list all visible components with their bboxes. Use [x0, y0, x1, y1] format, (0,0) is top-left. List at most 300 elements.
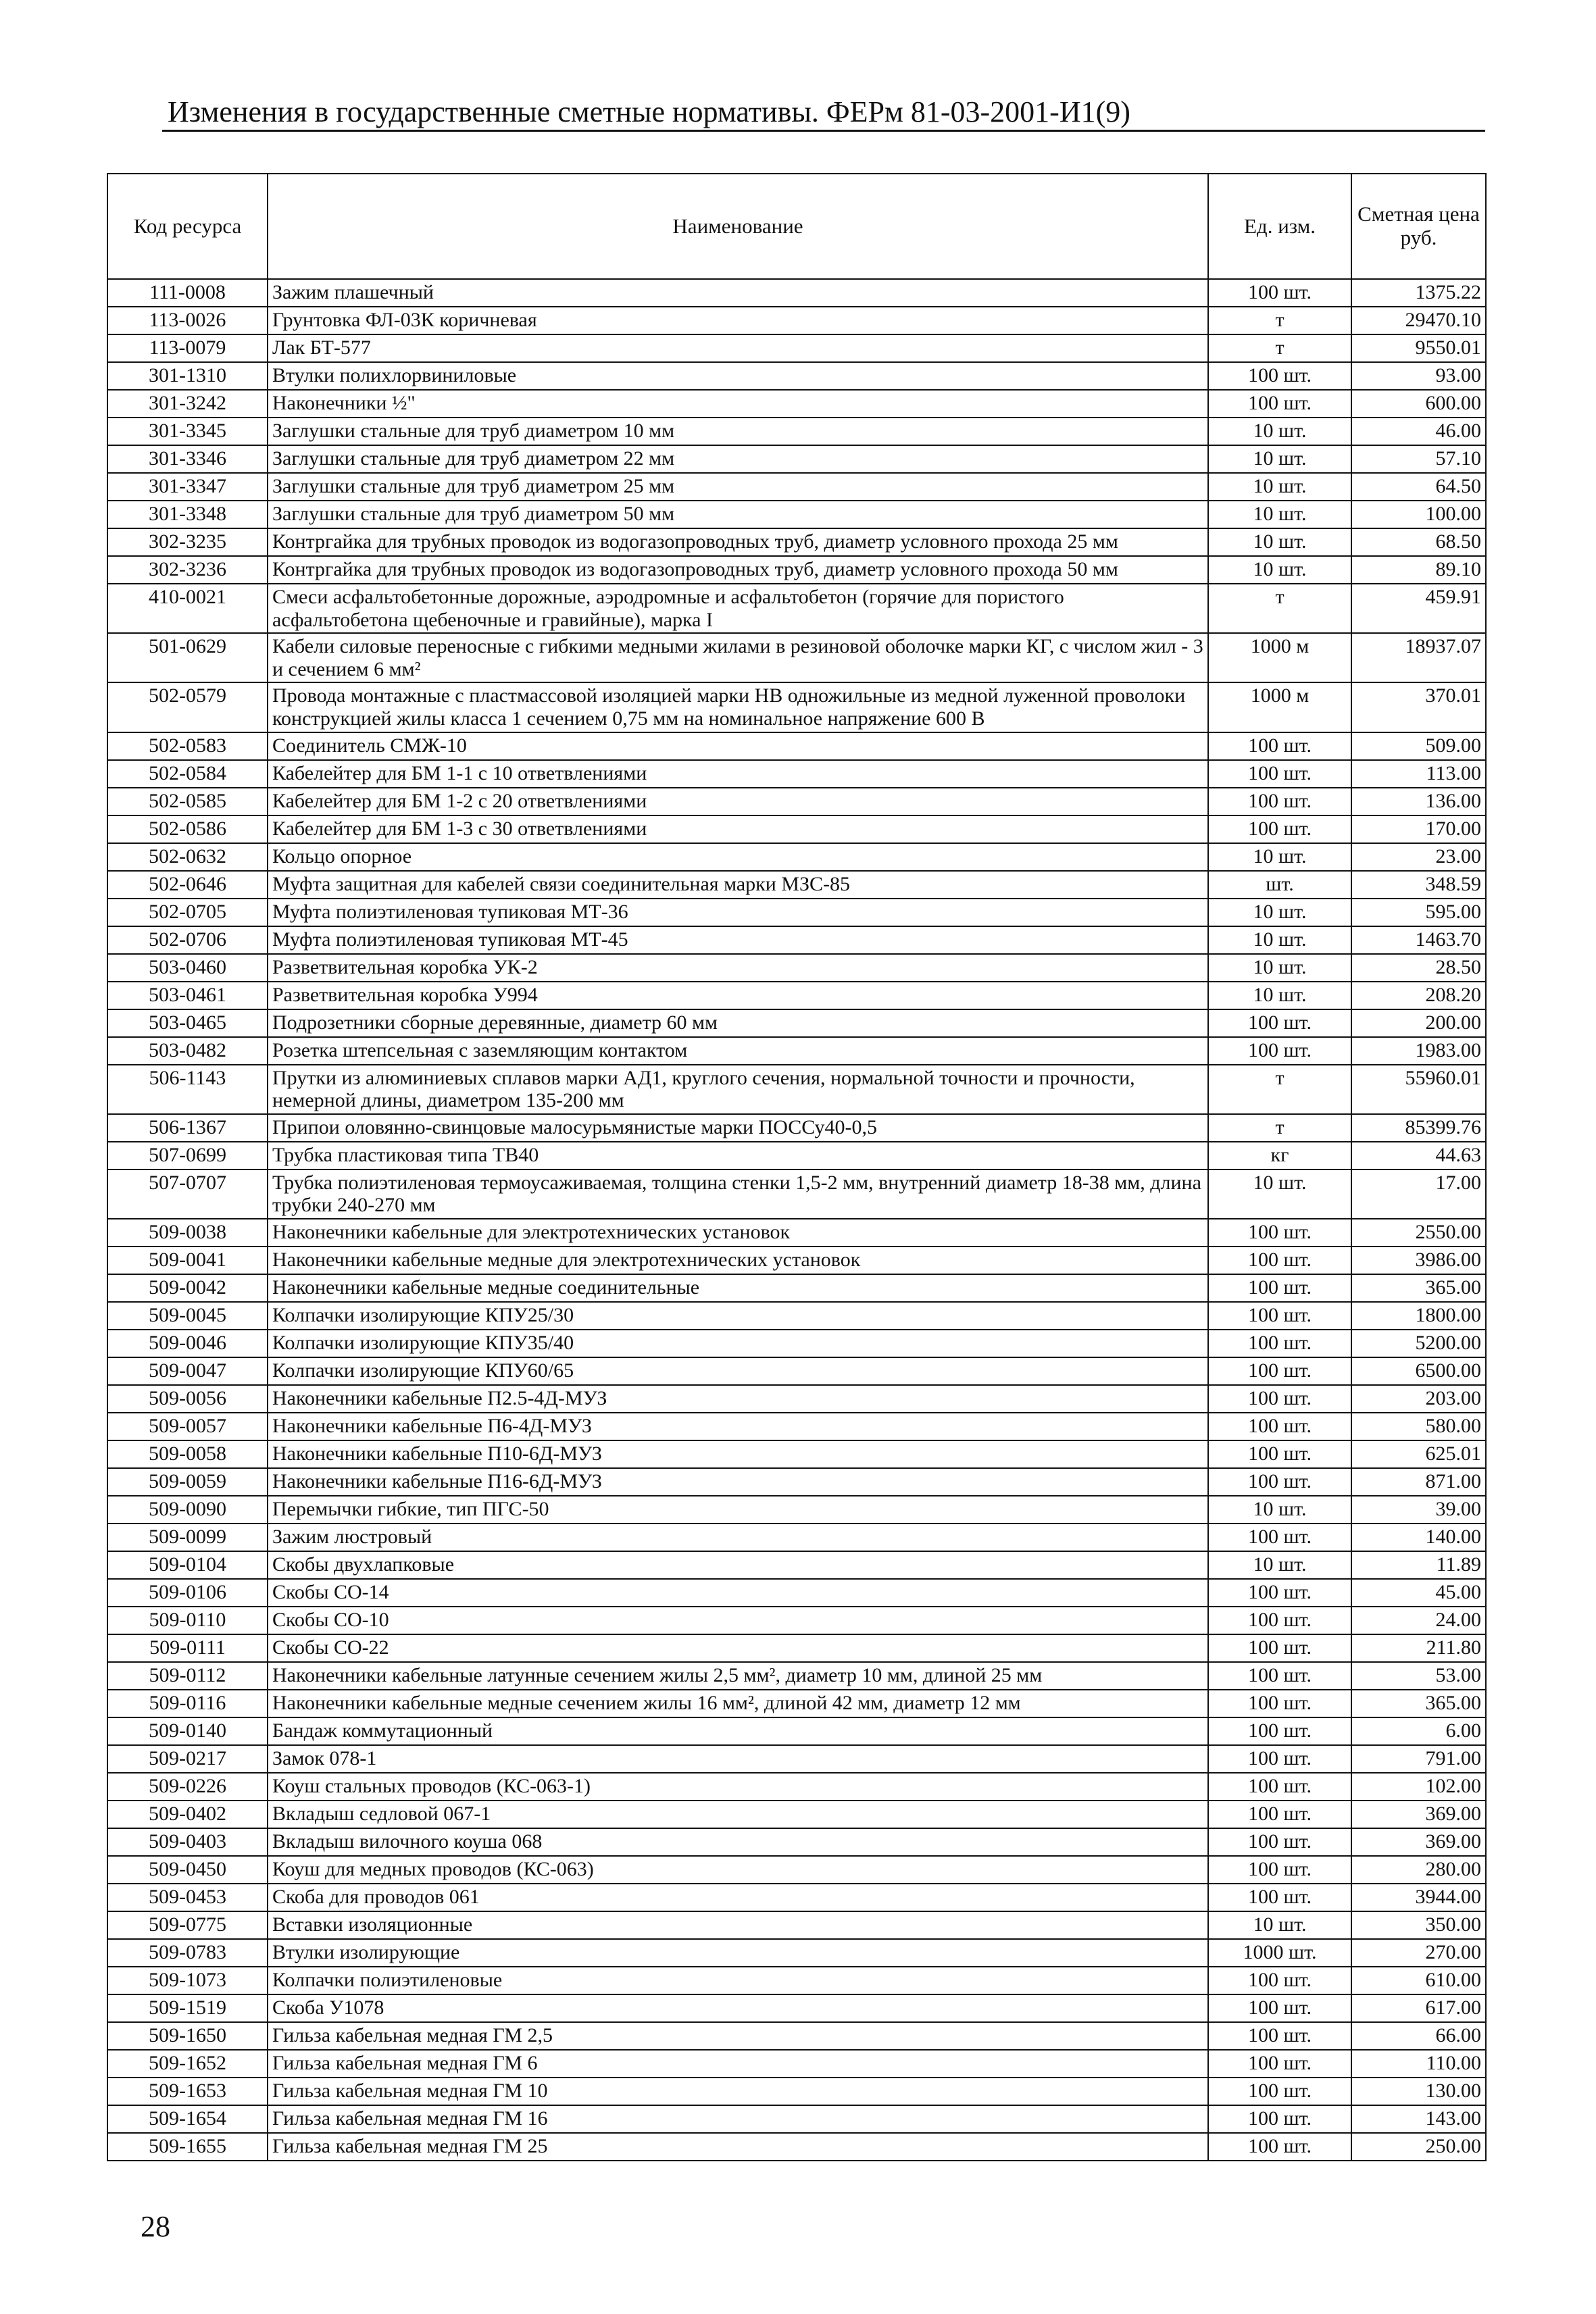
price-cell: 9550.01	[1351, 334, 1486, 362]
resource-code-cell: 509-0140	[107, 1717, 268, 1745]
resource-code-cell: 509-1519	[107, 1994, 268, 2022]
unit-cell: 10 шт.	[1208, 899, 1351, 926]
price-cell: 365.00	[1351, 1274, 1486, 1302]
resource-code-cell: 301-1310	[107, 362, 268, 390]
table-row	[107, 390, 1486, 418]
unit-cell: 10 шт.	[1208, 473, 1351, 501]
table-row	[107, 788, 1486, 815]
resource-name-cell: Разветвительная коробка УК-2	[268, 954, 1208, 982]
resource-name-cell: Зажим люстровый	[268, 1524, 1208, 1551]
resource-code-cell: 502-0583	[107, 732, 268, 760]
resource-name-cell: Наконечники кабельные медные сечением жилы 16 мм², длиной 42 мм, диаметр 12 мм	[268, 1690, 1208, 1717]
table-row	[107, 279, 1486, 307]
unit-cell: 10 шт.	[1208, 1551, 1351, 1579]
resource-name-cell: Наконечники кабельные П10-6Д-МУЗ	[268, 1440, 1208, 1468]
unit-cell: 100 шт.	[1208, 2105, 1351, 2133]
table-row	[107, 1551, 1486, 1579]
unit-cell: 100 шт.	[1208, 1219, 1351, 1247]
resource-code-cell: 113-0026	[107, 307, 268, 334]
resource-code-cell: 503-0465	[107, 1009, 268, 1037]
table-row	[107, 1114, 1486, 1142]
resource-code-cell: 502-0579	[107, 682, 268, 732]
table-row	[107, 899, 1486, 926]
column-header-name: Наименование	[268, 174, 1208, 279]
table-row	[107, 1607, 1486, 1634]
table-row	[107, 871, 1486, 899]
unit-cell: 10 шт.	[1208, 954, 1351, 982]
unit-cell: 100 шт.	[1208, 1662, 1351, 1690]
resource-code-cell: 509-0045	[107, 1302, 268, 1330]
table-row	[107, 445, 1486, 473]
price-cell: 509.00	[1351, 732, 1486, 760]
resource-name-cell: Вкладыш вилочного коуша 068	[268, 1828, 1208, 1856]
resource-name-cell: Трубка полиэтиленовая термоусаживаемая, толщина стенки 1,5-2 мм, внутренний диаметр 18-38 мм, длина трубки 240-270 мм	[268, 1169, 1208, 1219]
unit-cell: 100 шт.	[1208, 1801, 1351, 1828]
price-cell: 370.01	[1351, 682, 1486, 732]
unit-cell: 100 шт.	[1208, 1440, 1351, 1468]
unit-cell: 100 шт.	[1208, 1413, 1351, 1440]
resource-code-cell: 502-0586	[107, 815, 268, 843]
resource-code-cell: 509-0104	[107, 1551, 268, 1579]
price-cell: 66.00	[1351, 2022, 1486, 2050]
table-row	[107, 1037, 1486, 1065]
resource-name-cell: Припои оловянно-свинцовые малосурьмянистые марки ПОССу40-0,5	[268, 1114, 1208, 1142]
resource-code-cell: 509-0038	[107, 1219, 268, 1247]
resource-code-cell: 509-0057	[107, 1413, 268, 1440]
unit-cell: 100 шт.	[1208, 1009, 1351, 1037]
resource-code-cell: 509-1073	[107, 1967, 268, 1994]
price-cell: 2550.00	[1351, 1219, 1486, 1247]
unit-cell: 100 шт.	[1208, 1357, 1351, 1385]
unit-cell: 100 шт.	[1208, 1607, 1351, 1634]
column-header-price: Сметная цена руб.	[1351, 174, 1486, 279]
page-number: 28	[141, 2210, 170, 2243]
price-cell: 365.00	[1351, 1690, 1486, 1717]
price-cell: 791.00	[1351, 1745, 1486, 1773]
price-cell: 3944.00	[1351, 1884, 1486, 1911]
resource-name-cell: Провода монтажные с пластмассовой изоляцией марки НВ одножильные из медной луженной проволоки конструкцией жилы класса 1 сечением 0,75 мм на номинальное напряжение 600 В	[268, 682, 1208, 732]
unit-cell: 100 шт.	[1208, 2078, 1351, 2105]
resource-code-cell: 509-1654	[107, 2105, 268, 2133]
resource-code-cell: 509-0217	[107, 1745, 268, 1773]
resource-name-cell: Муфта полиэтиленовая тупиковая МТ-36	[268, 899, 1208, 926]
resource-code-cell: 509-0059	[107, 1468, 268, 1496]
unit-cell: 100 шт.	[1208, 1524, 1351, 1551]
price-cell: 203.00	[1351, 1385, 1486, 1413]
table-row	[107, 815, 1486, 843]
resource-name-cell: Зажим плашечный	[268, 279, 1208, 307]
price-cell: 1463.70	[1351, 926, 1486, 954]
table-row	[107, 1330, 1486, 1357]
column-header-code: Код ресурса	[107, 174, 268, 279]
resource-code-cell: 301-3242	[107, 390, 268, 418]
resource-name-cell: Перемычки гибкие, тип ПГС-50	[268, 1496, 1208, 1524]
price-cell: 102.00	[1351, 1773, 1486, 1801]
table-row	[107, 1690, 1486, 1717]
price-cell: 600.00	[1351, 390, 1486, 418]
price-cell: 29470.10	[1351, 307, 1486, 334]
table-row	[107, 501, 1486, 528]
table-row	[107, 732, 1486, 760]
unit-cell: 100 шт.	[1208, 1994, 1351, 2022]
price-cell: 57.10	[1351, 445, 1486, 473]
resource-code-cell: 410-0021	[107, 584, 268, 633]
unit-cell: 100 шт.	[1208, 1302, 1351, 1330]
resource-code-cell: 301-3348	[107, 501, 268, 528]
resource-name-cell: Лак БТ-577	[268, 334, 1208, 362]
resource-code-cell: 509-0046	[107, 1330, 268, 1357]
price-cell: 113.00	[1351, 760, 1486, 788]
price-cell: 143.00	[1351, 2105, 1486, 2133]
resource-name-cell: Розетка штепсельная с заземляющим контактом	[268, 1037, 1208, 1065]
table-row	[107, 1801, 1486, 1828]
header-rule	[162, 130, 1485, 132]
table-row	[107, 528, 1486, 556]
resource-code-cell: 502-0646	[107, 871, 268, 899]
resource-name-cell: Колпачки изолирующие КПУ60/65	[268, 1357, 1208, 1385]
resource-code-cell: 507-0699	[107, 1142, 268, 1169]
unit-cell: т	[1208, 584, 1351, 633]
table-row	[107, 1884, 1486, 1911]
page-header-title: Изменения в государственные сметные нормативы. ФЕРм 81-03-2001-И1(9)	[168, 95, 1130, 128]
resource-code-cell: 509-0112	[107, 1662, 268, 1690]
resource-name-cell: Замок 078-1	[268, 1745, 1208, 1773]
resource-code-cell: 509-0116	[107, 1690, 268, 1717]
resource-code-cell: 509-0775	[107, 1911, 268, 1939]
table-row	[107, 1634, 1486, 1662]
price-cell: 617.00	[1351, 1994, 1486, 2022]
table-row	[107, 1302, 1486, 1330]
resource-name-cell: Кабелейтер для БМ 1-1 с 10 ответвлениями	[268, 760, 1208, 788]
unit-cell: 100 шт.	[1208, 362, 1351, 390]
resource-name-cell: Втулки изолирующие	[268, 1939, 1208, 1967]
resource-name-cell: Гильза кабельная медная ГМ 25	[268, 2133, 1208, 2161]
resource-name-cell: Соединитель СМЖ-10	[268, 732, 1208, 760]
resource-code-cell: 502-0705	[107, 899, 268, 926]
price-cell: 68.50	[1351, 528, 1486, 556]
table-row	[107, 1413, 1486, 1440]
unit-cell: 10 шт.	[1208, 528, 1351, 556]
table-row	[107, 1911, 1486, 1939]
resource-code-cell: 301-3347	[107, 473, 268, 501]
price-cell: 250.00	[1351, 2133, 1486, 2161]
resource-code-cell: 509-0453	[107, 1884, 268, 1911]
price-cell: 28.50	[1351, 954, 1486, 982]
price-cell: 3986.00	[1351, 1247, 1486, 1274]
resource-code-cell: 301-3345	[107, 418, 268, 445]
price-cell: 110.00	[1351, 2050, 1486, 2078]
table-row	[107, 2105, 1486, 2133]
resource-code-cell: 301-3346	[107, 445, 268, 473]
resource-name-cell: Кольцо опорное	[268, 843, 1208, 871]
table-row	[107, 1662, 1486, 1690]
price-cell: 53.00	[1351, 1662, 1486, 1690]
unit-cell: 10 шт.	[1208, 843, 1351, 871]
table-row	[107, 1717, 1486, 1745]
unit-cell: 100 шт.	[1208, 1247, 1351, 1274]
unit-cell: 1000 м	[1208, 682, 1351, 732]
resource-name-cell: Скоба У1078	[268, 1994, 1208, 2022]
table-row	[107, 1967, 1486, 1994]
resource-name-cell: Скобы двухлапковые	[268, 1551, 1208, 1579]
table-row	[107, 1468, 1486, 1496]
resource-name-cell: Наконечники кабельные для электротехнических установок	[268, 1219, 1208, 1247]
unit-cell: 100 шт.	[1208, 1385, 1351, 1413]
resource-name-cell: Прутки из алюминиевых сплавов марки АД1, круглого сечения, нормальной точности и прочности, немерной длины, диаметром 135-200 мм	[268, 1065, 1208, 1114]
resource-name-cell: Наконечники кабельные П16-6Д-МУЗ	[268, 1468, 1208, 1496]
table-row	[107, 473, 1486, 501]
unit-cell: 100 шт.	[1208, 1330, 1351, 1357]
resource-name-cell: Кабелейтер для БМ 1-3 с 30 ответвлениями	[268, 815, 1208, 843]
unit-cell: 100 шт.	[1208, 1037, 1351, 1065]
table-row	[107, 1773, 1486, 1801]
resource-name-cell: Бандаж коммутационный	[268, 1717, 1208, 1745]
resource-code-cell: 509-1653	[107, 2078, 268, 2105]
price-cell: 55960.01	[1351, 1065, 1486, 1114]
resource-name-cell: Грунтовка ФЛ-03К коричневая	[268, 307, 1208, 334]
resource-name-cell: Наконечники кабельные П6-4Д-МУЗ	[268, 1413, 1208, 1440]
resource-name-cell: Гильза кабельная медная ГМ 16	[268, 2105, 1208, 2133]
resource-name-cell: Заглушки стальные для труб диаметром 10 мм	[268, 418, 1208, 445]
table-row	[107, 1496, 1486, 1524]
resource-code-cell: 509-0450	[107, 1856, 268, 1884]
resource-name-cell: Колпачки изолирующие КПУ35/40	[268, 1330, 1208, 1357]
unit-cell: 100 шт.	[1208, 1717, 1351, 1745]
resource-name-cell: Коуш для медных проводов (КС-063)	[268, 1856, 1208, 1884]
table-row	[107, 1357, 1486, 1385]
unit-cell: шт.	[1208, 871, 1351, 899]
price-cell: 64.50	[1351, 473, 1486, 501]
price-cell: 459.91	[1351, 584, 1486, 633]
table-row	[107, 1745, 1486, 1773]
resource-code-cell: 509-0226	[107, 1773, 268, 1801]
resource-name-cell: Заглушки стальные для труб диаметром 25 мм	[268, 473, 1208, 501]
resource-code-cell: 509-1650	[107, 2022, 268, 2050]
resource-name-cell: Наконечники кабельные П2.5-4Д-МУЗ	[268, 1385, 1208, 1413]
resource-name-cell: Разветвительная коробка У994	[268, 982, 1208, 1009]
table-row	[107, 633, 1486, 682]
resource-code-cell: 507-0707	[107, 1169, 268, 1219]
resource-code-cell: 509-0783	[107, 1939, 268, 1967]
price-cell: 369.00	[1351, 1801, 1486, 1828]
price-cell: 18937.07	[1351, 633, 1486, 682]
resource-code-cell: 503-0482	[107, 1037, 268, 1065]
table-row	[107, 1009, 1486, 1037]
unit-cell: кг	[1208, 1142, 1351, 1169]
resource-name-cell: Наконечники кабельные медные для электротехнических установок	[268, 1247, 1208, 1274]
unit-cell: 100 шт.	[1208, 279, 1351, 307]
table-row	[107, 1169, 1486, 1219]
resource-name-cell: Контргайка для трубных проводок из водогазопроводных труб, диаметр условного прохода 50 мм	[268, 556, 1208, 584]
price-cell: 46.00	[1351, 418, 1486, 445]
unit-cell: 100 шт.	[1208, 1884, 1351, 1911]
resource-code-cell: 509-0042	[107, 1274, 268, 1302]
resource-name-cell: Вкладыш седловой 067-1	[268, 1801, 1208, 1828]
unit-cell: 100 шт.	[1208, 2050, 1351, 2078]
price-cell: 270.00	[1351, 1939, 1486, 1967]
resource-name-cell: Гильза кабельная медная ГМ 2,5	[268, 2022, 1208, 2050]
table-row	[107, 418, 1486, 445]
price-cell: 580.00	[1351, 1413, 1486, 1440]
table-row	[107, 982, 1486, 1009]
unit-cell: 100 шт.	[1208, 1634, 1351, 1662]
resource-name-cell: Заглушки стальные для труб диаметром 50 мм	[268, 501, 1208, 528]
resource-name-cell: Гильза кабельная медная ГМ 10	[268, 2078, 1208, 2105]
resource-name-cell: Втулки полихлорвиниловые	[268, 362, 1208, 390]
price-cell: 369.00	[1351, 1828, 1486, 1856]
resource-name-cell: Скобы СО-22	[268, 1634, 1208, 1662]
resource-code-cell: 503-0461	[107, 982, 268, 1009]
resource-name-cell: Подрозетники сборные деревянные, диаметр 60 мм	[268, 1009, 1208, 1037]
table-row	[107, 2078, 1486, 2105]
table-body	[107, 279, 1486, 2161]
resource-code-cell: 509-0106	[107, 1579, 268, 1607]
unit-cell: т	[1208, 1114, 1351, 1142]
resource-name-cell: Колпачки изолирующие КПУ25/30	[268, 1302, 1208, 1330]
table-row	[107, 1247, 1486, 1274]
price-cell: 350.00	[1351, 1911, 1486, 1939]
resource-price-table	[107, 173, 1487, 2161]
price-cell: 5200.00	[1351, 1330, 1486, 1357]
table-row	[107, 1219, 1486, 1247]
resource-code-cell: 502-0632	[107, 843, 268, 871]
price-cell: 280.00	[1351, 1856, 1486, 1884]
resource-name-cell: Скоба для проводов 061	[268, 1884, 1208, 1911]
unit-cell: 100 шт.	[1208, 1828, 1351, 1856]
resource-name-cell: Контргайка для трубных проводок из водогазопроводных труб, диаметр условного прохода 25 мм	[268, 528, 1208, 556]
unit-cell: 10 шт.	[1208, 418, 1351, 445]
price-cell: 89.10	[1351, 556, 1486, 584]
price-cell: 208.20	[1351, 982, 1486, 1009]
table-row	[107, 1524, 1486, 1551]
resource-name-cell: Муфта полиэтиленовая тупиковая МТ-45	[268, 926, 1208, 954]
resource-name-cell: Скобы СО-10	[268, 1607, 1208, 1634]
price-cell: 6500.00	[1351, 1357, 1486, 1385]
unit-cell: 100 шт.	[1208, 1856, 1351, 1884]
table-row	[107, 1939, 1486, 1967]
resource-name-cell: Вставки изоляционные	[268, 1911, 1208, 1939]
price-cell: 44.63	[1351, 1142, 1486, 1169]
table-row	[107, 1828, 1486, 1856]
unit-cell: 100 шт.	[1208, 2133, 1351, 2161]
table-row	[107, 760, 1486, 788]
table-row	[107, 1142, 1486, 1169]
price-cell: 24.00	[1351, 1607, 1486, 1634]
unit-cell: т	[1208, 1065, 1351, 1114]
price-cell: 93.00	[1351, 362, 1486, 390]
price-cell: 100.00	[1351, 501, 1486, 528]
resource-name-cell: Наконечники кабельные медные соединительные	[268, 1274, 1208, 1302]
resource-code-cell: 509-0047	[107, 1357, 268, 1385]
resource-name-cell: Трубка пластиковая типа ТВ40	[268, 1142, 1208, 1169]
unit-cell: 10 шт.	[1208, 501, 1351, 528]
price-cell: 1800.00	[1351, 1302, 1486, 1330]
resource-code-cell: 502-0585	[107, 788, 268, 815]
resource-name-cell: Кабели силовые переносные с гибкими медными жилами в резиновой оболочке марки КГ, с числом жил - 3 и сечением 6 мм²	[268, 633, 1208, 682]
resource-code-cell: 509-0402	[107, 1801, 268, 1828]
unit-cell: 100 шт.	[1208, 390, 1351, 418]
price-cell: 6.00	[1351, 1717, 1486, 1745]
unit-cell: 10 шт.	[1208, 1496, 1351, 1524]
table-row	[107, 1385, 1486, 1413]
table-row	[107, 926, 1486, 954]
unit-cell: 1000 шт.	[1208, 1939, 1351, 1967]
resource-code-cell: 509-0058	[107, 1440, 268, 1468]
table-row	[107, 334, 1486, 362]
unit-cell: 100 шт.	[1208, 1274, 1351, 1302]
unit-cell: 10 шт.	[1208, 1911, 1351, 1939]
unit-cell: 100 шт.	[1208, 788, 1351, 815]
price-cell: 170.00	[1351, 815, 1486, 843]
unit-cell: 10 шт.	[1208, 445, 1351, 473]
table-row	[107, 2022, 1486, 2050]
table-row	[107, 1856, 1486, 1884]
resource-code-cell: 509-1655	[107, 2133, 268, 2161]
resource-code-cell: 502-0706	[107, 926, 268, 954]
resource-code-cell: 509-0111	[107, 1634, 268, 1662]
resource-code-cell: 509-0099	[107, 1524, 268, 1551]
price-cell: 1375.22	[1351, 279, 1486, 307]
price-cell: 130.00	[1351, 2078, 1486, 2105]
price-cell: 871.00	[1351, 1468, 1486, 1496]
unit-cell: 10 шт.	[1208, 556, 1351, 584]
resource-code-cell: 509-0056	[107, 1385, 268, 1413]
resource-code-cell: 506-1143	[107, 1065, 268, 1114]
resource-code-cell: 302-3236	[107, 556, 268, 584]
table-row	[107, 307, 1486, 334]
table-row	[107, 1274, 1486, 1302]
resource-code-cell: 502-0584	[107, 760, 268, 788]
table-row	[107, 1579, 1486, 1607]
table-row	[107, 584, 1486, 633]
price-cell: 85399.76	[1351, 1114, 1486, 1142]
table-row	[107, 954, 1486, 982]
table-row	[107, 556, 1486, 584]
table-row	[107, 2133, 1486, 2161]
table-row	[107, 1440, 1486, 1468]
table-row	[107, 2050, 1486, 2078]
unit-cell: 100 шт.	[1208, 732, 1351, 760]
unit-cell: 10 шт.	[1208, 926, 1351, 954]
price-cell: 23.00	[1351, 843, 1486, 871]
column-header-unit: Ед. изм.	[1208, 174, 1351, 279]
unit-cell: 100 шт.	[1208, 1967, 1351, 1994]
unit-cell: 100 шт.	[1208, 1745, 1351, 1773]
resource-name-cell: Наконечники ½"	[268, 390, 1208, 418]
unit-cell: 100 шт.	[1208, 1690, 1351, 1717]
unit-cell: 100 шт.	[1208, 1468, 1351, 1496]
table-header-row	[107, 174, 1486, 279]
price-cell: 625.01	[1351, 1440, 1486, 1468]
resource-code-cell: 509-0110	[107, 1607, 268, 1634]
resource-name-cell: Коуш стальных проводов (КС-063-1)	[268, 1773, 1208, 1801]
resource-name-cell: Скобы СО-14	[268, 1579, 1208, 1607]
price-cell: 136.00	[1351, 788, 1486, 815]
unit-cell: 100 шт.	[1208, 2022, 1351, 2050]
price-cell: 17.00	[1351, 1169, 1486, 1219]
table-row	[107, 682, 1486, 732]
price-cell: 610.00	[1351, 1967, 1486, 1994]
price-cell: 1983.00	[1351, 1037, 1486, 1065]
unit-cell: 1000 м	[1208, 633, 1351, 682]
unit-cell: т	[1208, 334, 1351, 362]
unit-cell: 100 шт.	[1208, 1579, 1351, 1607]
table-row	[107, 1065, 1486, 1114]
resource-code-cell: 111-0008	[107, 279, 268, 307]
resource-name-cell: Наконечники кабельные латунные сечением жилы 2,5 мм², диаметр 10 мм, длиной 25 мм	[268, 1662, 1208, 1690]
unit-cell: т	[1208, 307, 1351, 334]
table-row	[107, 362, 1486, 390]
